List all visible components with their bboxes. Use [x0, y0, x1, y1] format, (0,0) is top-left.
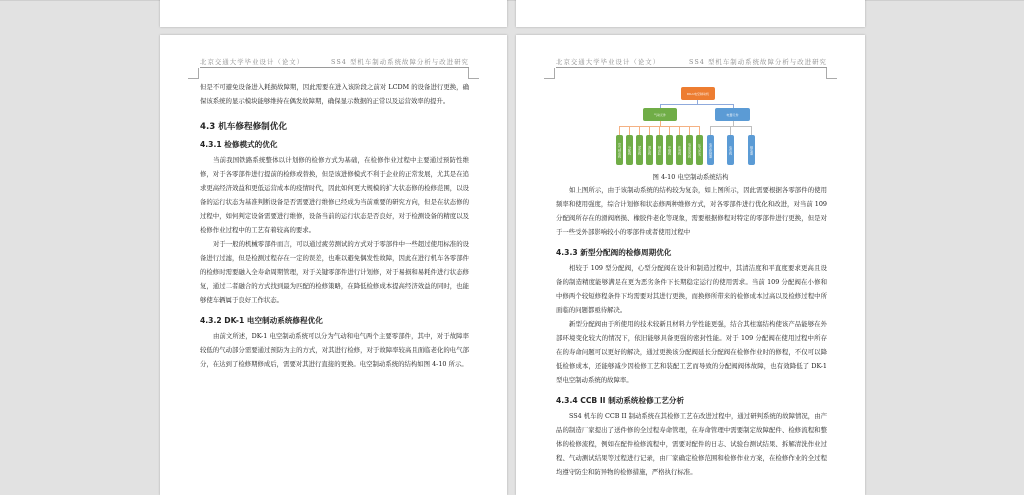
diagram-leaf-node: 电空阀	[727, 135, 734, 165]
connector-line	[689, 126, 690, 135]
connector-line	[619, 126, 620, 135]
connector-line	[751, 126, 752, 135]
connector-line	[639, 126, 640, 135]
body-paragraph: 如上图所示，由于该制动系统的结构较为复杂，如上图所示，因此需要根据各零部件的使用频率和使用强度，综合计划修和状态修两种维修方式，对各零部件进行优化和改进，对当前 109 分配阀所存在的滑阀磨损、橡胶件老化等现象，需要根据修程对特定的零部件进行更换，但是对于一些受外部影响较小的零部件或者使用过程中	[556, 186, 827, 236]
diagram-group-node-electrical: 电器元件	[715, 108, 750, 121]
previous-page-left	[160, 0, 507, 27]
connector-line	[659, 126, 660, 135]
diagram-leaf-node: 继电器	[748, 135, 755, 165]
header-left-text: 北京交通大学毕业设计（论文）	[556, 58, 661, 66]
diagram-leaf-node: 调压阀	[646, 135, 653, 165]
diagram-root-node: DK-1电空制动机	[681, 87, 715, 100]
connector-line	[660, 104, 734, 105]
body-paragraph: 新型分配阀由于所使用的技术较新且材料力学性能更强，结合其柱塞结构使该产品能够在外部环境变化较大的情况下，依旧能够具备更强的密封性能。对于 109 分配阀在使用过程中所存在的寿命问题可以更好的解决，通过更换该分配阀延长分配阀在检修作业时的修程，不仅可以降低检修成本，还能够减少因检修工艺和装配工艺而导致的分配阀阀体故障，也有效降低了 DK-1 型电空制动系统的故障率。	[556, 320, 827, 384]
window-top-edge	[0, 0, 1024, 1]
figure-caption: 图 4-10 电空制动系统结构	[652, 173, 729, 181]
connector-line	[629, 126, 630, 135]
connector-line	[710, 126, 711, 135]
diagram-leaf-node: 压力开关	[696, 135, 703, 165]
connector-line	[710, 126, 752, 127]
brake-system-structure-diagram	[516, 35, 865, 185]
subsection-heading-4-3-2: 4.3.2 DK-1 电空制动系统修程优化	[200, 316, 323, 325]
connector-line	[699, 126, 700, 135]
diagram-leaf-node: 电动放风阀	[686, 135, 693, 165]
body-paragraph: 相较于 109 型分配阀，心型分配阀在设计和制造过程中，其清洁度和平直度要求更高且设备的制造精度能够满足在更为恶劣条件下长期稳定运行的使用需求。当前 109 分配阀在小修和中修两个较短修程条件下均需要对其进行更换，而换修所带来的检修成本过高以及检修过程中所面临的问题都亟待解决。	[556, 264, 827, 314]
running-header	[200, 57, 469, 68]
header-right-text: SS4 型机车制动系统故障分析与改进研究	[689, 58, 827, 66]
margin-corner-mark	[468, 68, 479, 79]
body-paragraph: 当前我国铁路系统整体以计划修的检修方式为基础，在检修作业过程中主要通过预防性维修，对于各零部件进行提前的检修或替换，但是该进修模式不利于企业的正常发展，尤其是在追求更高经济效益和更低运营成本的疫情时代，因此如何更大规模的扩大状态修的检修范围，以设备的运行状态为基准判断设备是否需要进行维修已经成为当前重要的研究方向，但是在状态修的过程中，如何判定设备需要进行维修，设备当前的运行状态是否良好，对于检测设备的精度以及检修作业过程中的工艺有着较高的要求。	[200, 156, 469, 234]
connector-line	[679, 126, 680, 135]
document-page-right	[516, 35, 865, 495]
header-right-text: SS4 型机车制动系统故障分析与改进研究	[331, 58, 469, 66]
page-body	[200, 80, 469, 371]
connector-line	[730, 126, 731, 135]
diagram-leaf-node: 分配阀	[626, 135, 633, 165]
header-left-text: 北京交通大学毕业设计（论文）	[200, 58, 305, 66]
diagram-leaf-node: 制动缸	[656, 135, 663, 165]
page-body	[556, 183, 827, 479]
body-paragraph: 对于一般的机械零部件而言，可以通过疲劳测试的方式对于零部件中一些超过使用标准的设备进行过滤，但是检测过程存在一定的误差，也难以避免偶发性故障，因此在进行机车各零部件的检修时需要融入全寿命周期管理，对于关键零部件进行计划修，对于易损和易耗件进行状态修复，通过二者融合的方式找到最为匹配的检修策略，在降低检修成本提高经济效益的同时，也能够使车辆属于良好工作状态。	[200, 240, 469, 304]
connector-line	[669, 126, 670, 135]
previous-page-right	[516, 0, 865, 27]
connector-line	[649, 126, 650, 135]
diagram-leaf-node: 空气制动阀	[616, 135, 623, 165]
subsection-heading-4-3-3: 4.3.3 新型分配阀的检修周期优化	[556, 248, 672, 257]
body-paragraph: SS4 机车的 CCB II 制动系统在其检修工艺在改进过程中，通过研判系统的故障情况，由产品的制造厂家提出了送件修的全过程寿命管理，在寿命管理中需要制定故障配件、检修流程和整体的检修流程，例如在配件检修流程中，需要对配件的日志、试验台测试结果、拆解清洗作业过程、气动测试结果等过程进行记录，由厂家确定检修范围和检修作业方案，在检修作业的全过程均遵守防尘和防异物的检修措施，严格执行标准。	[556, 412, 827, 476]
body-paragraph: 由前文所述，DK-1 电空制动系统可以分为气动和电气两个主要零部件，其中，对于故障率较低的气动部分需要通过预防为主的方式，对其进行检修，对于故障率较高且面临老化的电气部分，在达到了检修期修成后，需要对其进行直接的更换。电空制动系统的结构如图 4-10 所示。	[200, 332, 469, 368]
subsection-heading-4-3-1: 4.3.1 检修模式的优化	[200, 140, 278, 149]
diagram-leaf-node: 作用阀	[676, 135, 683, 165]
document-page-left	[160, 35, 507, 495]
section-heading-4-3: 4.3 机车修程修制优化	[200, 122, 287, 132]
body-paragraph: 但是不可避免设备进入耗损故障期，因此需要在进入该阶段之前对 LCDM 的设备进行更换，确保该系统的显示模块能够维持在偶发故障期，确保显示数据的正常以及运营效率的提升。	[200, 83, 469, 105]
diagram-group-node-pneumatic: 气动元件	[643, 108, 677, 121]
diagram-leaf-node: 紧急阀	[636, 135, 643, 165]
diagram-leaf-node: 电空控制器	[707, 135, 714, 165]
subsection-heading-4-3-4: 4.3.4 CCB II 制动系统检修工艺分析	[556, 396, 685, 405]
margin-corner-mark	[188, 68, 199, 79]
diagram-leaf-node: 中继阀	[666, 135, 673, 165]
